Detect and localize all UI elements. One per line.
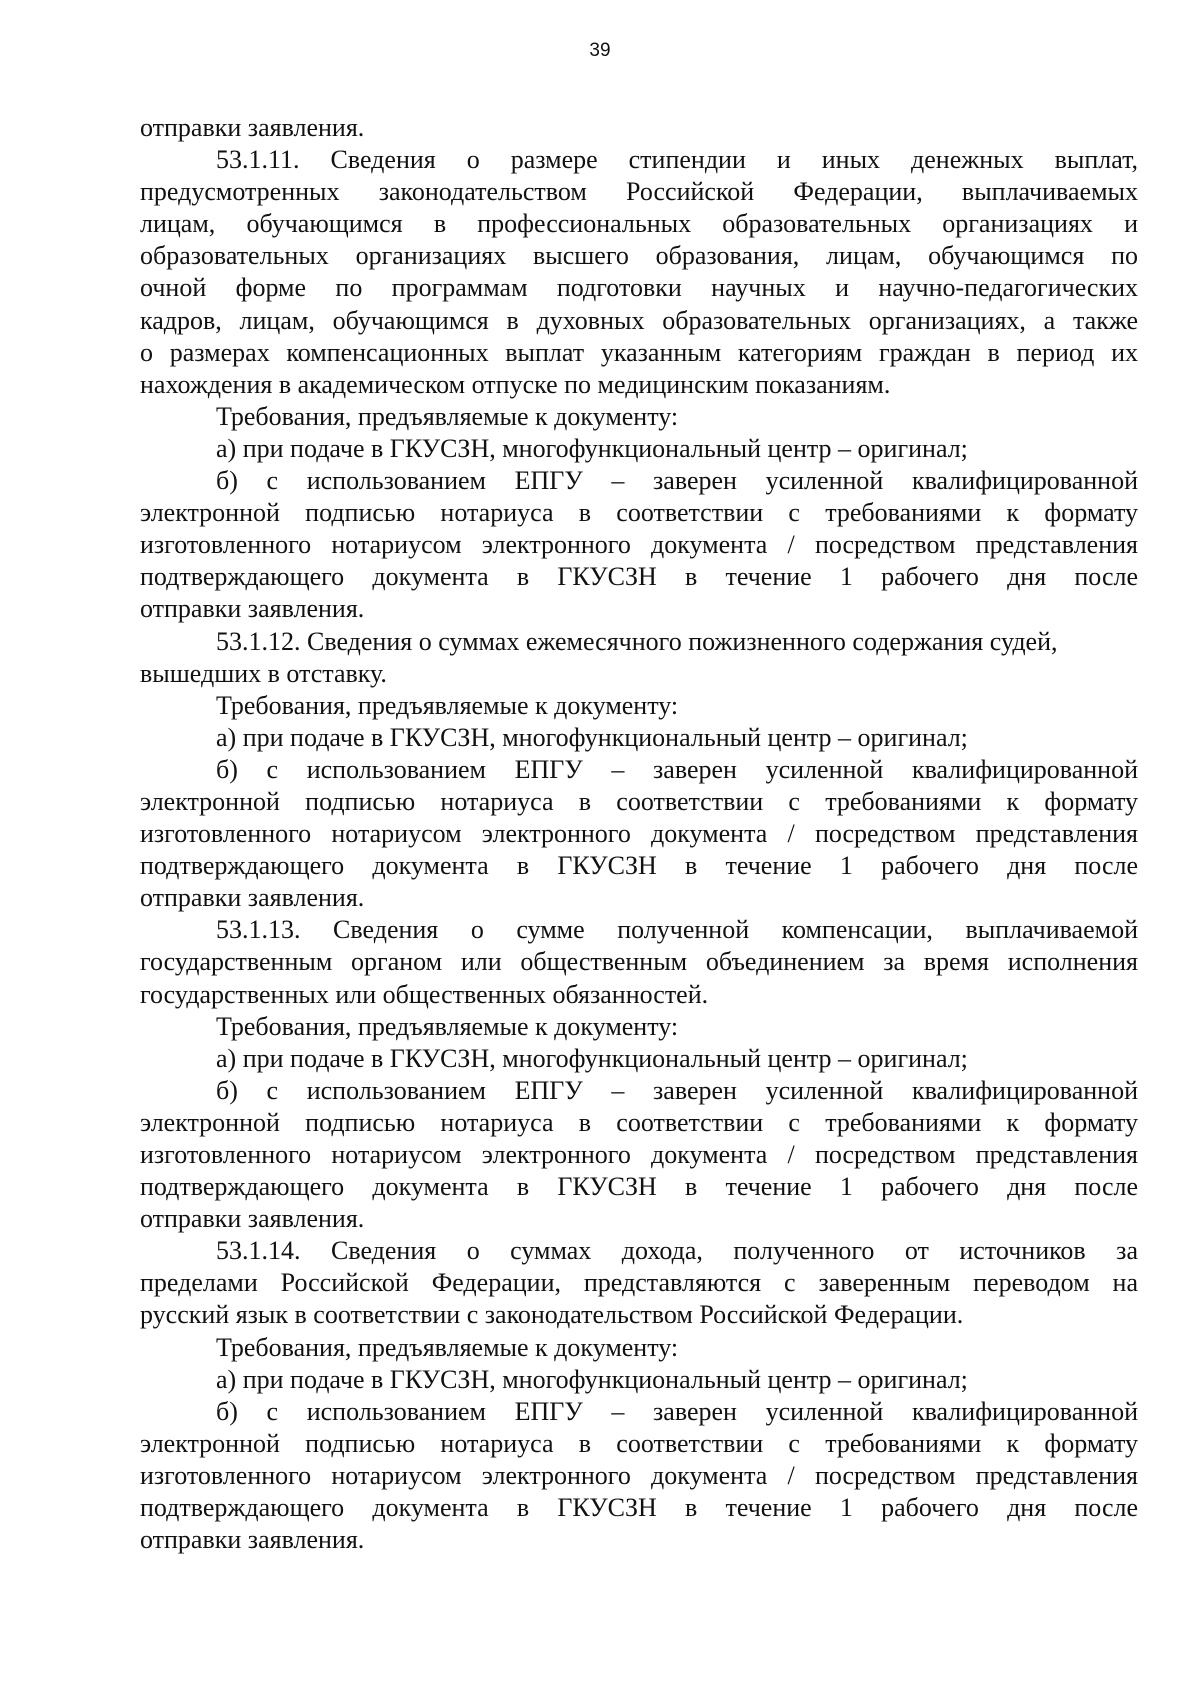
text-line: б) с использованием ЕПГУ – заверен усиленной квалифицированной: [216, 466, 1138, 496]
text-line: отправки заявления.: [140, 1204, 365, 1234]
text-line: отправки заявления.: [140, 1525, 365, 1555]
text-line: о размерах компенсационных выплат указанным категориям граждан в период их: [140, 337, 1138, 367]
text-line: изготовленного нотариусом электронного документа / посредством представления: [140, 1460, 1138, 1490]
text-line: Требования, предъявляемые к документу:: [216, 401, 679, 431]
text-line: электронной подписью нотариуса в соответствии с требованиями к формату: [140, 1107, 1138, 1137]
text-line: вышедших в отставку.: [140, 658, 387, 688]
document-body: [140, 112, 1138, 1556]
text-line: кадров, лицам, обучающимся в духовных образовательных организациях, а также: [140, 305, 1138, 335]
text-line: образовательных организациях высшего образования, лицам, обучающимся по: [140, 241, 1138, 271]
text-line: изготовленного нотариусом электронного документа / посредством представления: [140, 530, 1138, 560]
text-line: пределами Российской Федерации, представляются с заверенным переводом на: [140, 1268, 1138, 1298]
text-line: Требования, предъявляемые к документу:: [216, 690, 679, 720]
page-number: 39: [589, 40, 611, 61]
text-line: электронной подписью нотариуса в соответствии с требованиями к формату: [140, 498, 1138, 528]
text-line: а) при подаче в ГКУСЗН, многофункциональный центр – оригинал;: [216, 722, 968, 752]
text-line: лицам, обучающимся в профессиональных образовательных организациях и: [140, 209, 1138, 239]
text-line: подтверждающего документа в ГКУСЗН в течение 1 рабочего дня после: [140, 1172, 1138, 1202]
text-line: подтверждающего документа в ГКУСЗН в течение 1 рабочего дня после: [140, 562, 1138, 592]
text-line: предусмотренных законодательством Российской Федерации, выплачиваемых: [140, 177, 1138, 207]
text-line: б) с использованием ЕПГУ – заверен усиленной квалифицированной: [216, 1075, 1138, 1105]
text-line: 53.1.11. Сведения о размере стипендии и иных денежных выплат,: [216, 145, 1138, 175]
text-line: а) при подаче в ГКУСЗН, многофункциональный центр – оригинал;: [216, 1043, 968, 1073]
text-line: электронной подписью нотариуса в соответствии с требованиями к формату: [140, 786, 1138, 816]
text-line: изготовленного нотариусом электронного документа / посредством представления: [140, 819, 1138, 849]
text-line: государственным органом или общественным объединением за время исполнения: [140, 947, 1138, 977]
text-line: электронной подписью нотариуса в соответствии с требованиями к формату: [140, 1428, 1138, 1458]
text-line: подтверждающего документа в ГКУСЗН в течение 1 рабочего дня после: [140, 851, 1138, 881]
text-line: Требования, предъявляемые к документу:: [216, 1011, 679, 1041]
text-line: подтверждающего документа в ГКУСЗН в течение 1 рабочего дня после: [140, 1493, 1138, 1523]
text-line: нахождения в академическом отпуске по медицинским показаниям.: [140, 369, 891, 399]
text-line: очной форме по программам подготовки научных и научно-педагогических: [140, 273, 1138, 303]
text-line: б) с использованием ЕПГУ – заверен усиленной квалифицированной: [216, 1396, 1138, 1426]
text-line: б) с использованием ЕПГУ – заверен усиленной квалифицированной: [216, 754, 1138, 784]
text-line: а) при подаче в ГКУСЗН, многофункциональный центр – оригинал;: [216, 1364, 968, 1394]
text-line: 53.1.14. Сведения о суммах дохода, полученного от источников за: [216, 1236, 1138, 1266]
text-line: отправки заявления.: [140, 594, 365, 624]
text-line: 53.1.12. Сведения о суммах ежемесячного пожизненного содержания судей,: [216, 626, 1058, 656]
text-line: государственных или общественных обязанностей.: [140, 979, 709, 1009]
text-line: Требования, предъявляемые к документу:: [216, 1332, 679, 1362]
text-line: 53.1.13. Сведения о сумме полученной компенсации, выплачиваемой: [216, 915, 1138, 945]
text-line: а) при подаче в ГКУСЗН, многофункциональный центр – оригинал;: [216, 433, 968, 463]
text-line: отправки заявления.: [140, 883, 365, 913]
text-line: изготовленного нотариусом электронного документа / посредством представления: [140, 1140, 1138, 1169]
text-line: русский язык в соответствии с законодательством Российской Федерации.: [140, 1300, 964, 1330]
text-line: отправки заявления.: [140, 113, 365, 142]
